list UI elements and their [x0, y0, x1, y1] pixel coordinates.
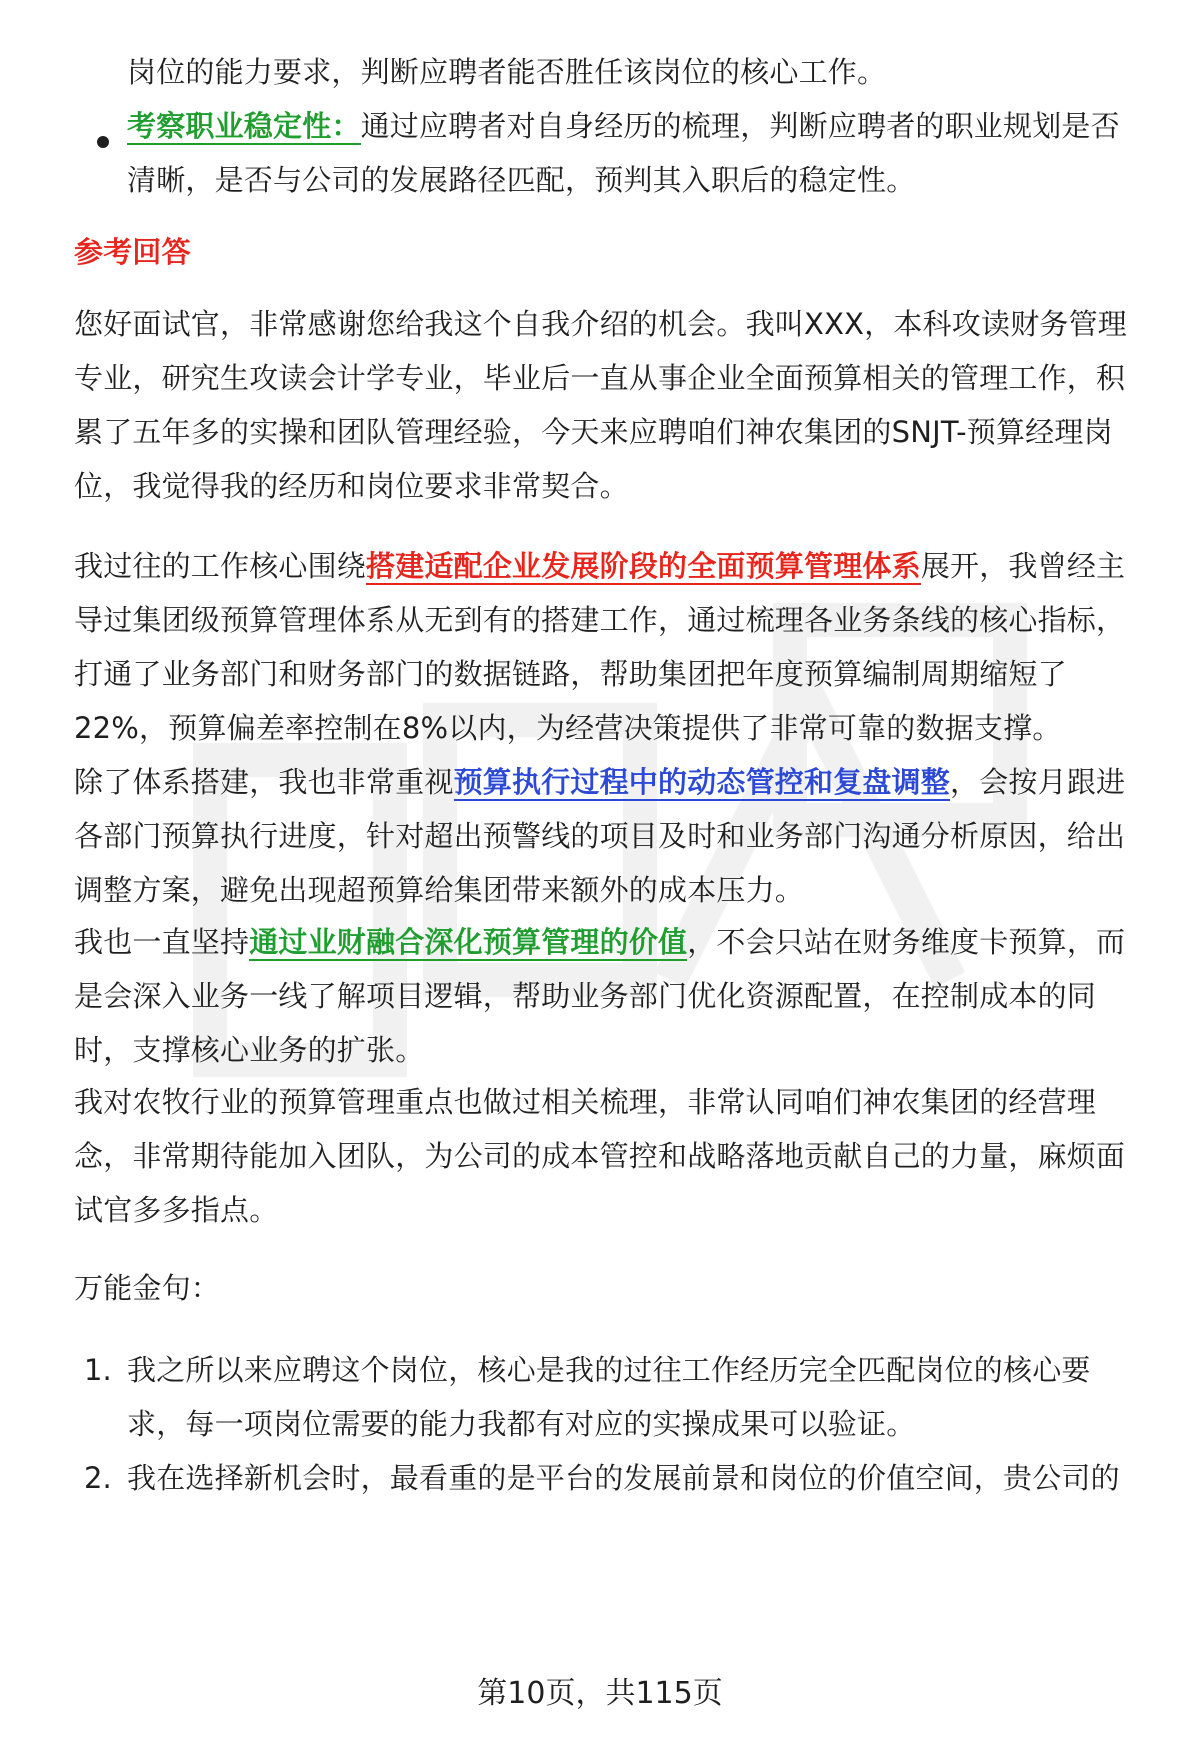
paragraph5-line: 试官多多指点。 — [74, 1193, 279, 1227]
paragraph2-line1 — [74, 546, 1125, 586]
list-number: 2. — [84, 1461, 112, 1495]
paragraph2-pre: 我过往的工作核心围绕 — [74, 549, 367, 583]
paragraph2-line: 导过集团级预算管理体系从无到有的搭建工作，通过梳理各业务条线的核心指标， — [74, 603, 1126, 637]
paragraph1-line: 专业，研究生攻读会计学专业，毕业后一直从事企业全面预算相关的管理工作，积 — [74, 361, 1126, 395]
paragraph1-line: 累了五年多的实操和团队管理经验，今天来应聘咱们神农集团的SNJT-预算经理岗 — [74, 415, 1113, 449]
bullet-item-stability — [127, 106, 1120, 146]
bullet-text-line2: 清晰，是否与公司的发展路径匹配，预判其入职后的稳定性。 — [127, 163, 916, 197]
golden-sentences-heading: 万能金句： — [74, 1271, 221, 1305]
paragraph3-highlight: 预算执行过程中的动态管控和复盘调整 — [453, 765, 951, 799]
paragraph4-pre: 我也一直坚持 — [74, 925, 250, 959]
paragraph4-line1 — [74, 922, 1125, 962]
paragraph1-line: 位，我觉得我的经历和岗位要求非常契合。 — [74, 469, 629, 503]
list-item-line: 求，每一项岗位需要的能力我都有对应的实操成果可以验证。 — [127, 1407, 916, 1441]
paragraph3-line: 调整方案，避免出现超预算给集团带来额外的成本压力。 — [74, 873, 805, 907]
bullet-dot-icon — [97, 136, 109, 148]
paragraph2-line: 打通了业务部门和财务部门的数据链路，帮助集团把年度预算编制周期缩短了 — [74, 657, 1067, 691]
paragraph5-line: 我对农牧行业的预算管理重点也做过相关梳理，非常认同咱们神农集团的经营理 — [74, 1085, 1097, 1119]
paragraph1-line: 您好面试官，非常感谢您给我这个自我介绍的机会。我叫XXX，本科攻读财务管理 — [74, 307, 1128, 341]
paragraph4-highlight: 通过业财融合深化预算管理的价值 — [249, 925, 688, 959]
section-heading: 参考回答 — [74, 235, 191, 269]
paragraph3-line: 各部门预算执行进度，针对超出预警线的项目及时和业务部门沟通分析原因，给出 — [74, 819, 1126, 853]
paragraph3-post: ，会按月跟进 — [950, 765, 1126, 799]
paragraph2-post: 展开，我曾经主 — [920, 549, 1126, 583]
paragraph4-post: ，不会只站在财务维度卡预算，而 — [687, 925, 1126, 959]
paragraph4-line: 是会深入业务一线了解项目逻辑，帮助业务部门优化资源配置，在控制成本的同 — [74, 979, 1097, 1013]
page-number-footer: 第10页，共115页 — [477, 1676, 723, 1711]
paragraph5-line: 念，非常期待能加入团队，为公司的成本管控和战略落地贡献自己的力量，麻烦面 — [74, 1139, 1126, 1173]
list-item-line: 我在选择新机会时，最看重的是平台的发展前景和岗位的价值空间，贵公司的 — [127, 1461, 1120, 1495]
paragraph2-line: 22%，预算偏差率控制在8%以内，为经营决策提供了非常可靠的数据支撑。 — [74, 711, 1062, 745]
list-number: 1. — [84, 1353, 112, 1387]
list-item-line: 我之所以来应聘这个岗位，核心是我的过往工作经历完全匹配岗位的核心要 — [127, 1353, 1091, 1387]
bullet-label: 考察职业稳定性： — [127, 109, 361, 143]
paragraph3-line1 — [74, 762, 1125, 802]
bullet-text-line1: 通过应聘者对自身经历的梳理，判断应聘者的职业规划是否 — [360, 109, 1120, 143]
paragraph2-highlight: 搭建适配企业发展阶段的全面预算管理体系 — [366, 549, 921, 583]
paragraph4-line: 时，支撑核心业务的扩张。 — [74, 1033, 425, 1067]
paragraph3-pre: 除了体系搭建，我也非常重视 — [74, 765, 454, 799]
intro-tail-text: 岗位的能力要求，判断应聘者能否胜任该岗位的核心工作。 — [127, 55, 887, 89]
